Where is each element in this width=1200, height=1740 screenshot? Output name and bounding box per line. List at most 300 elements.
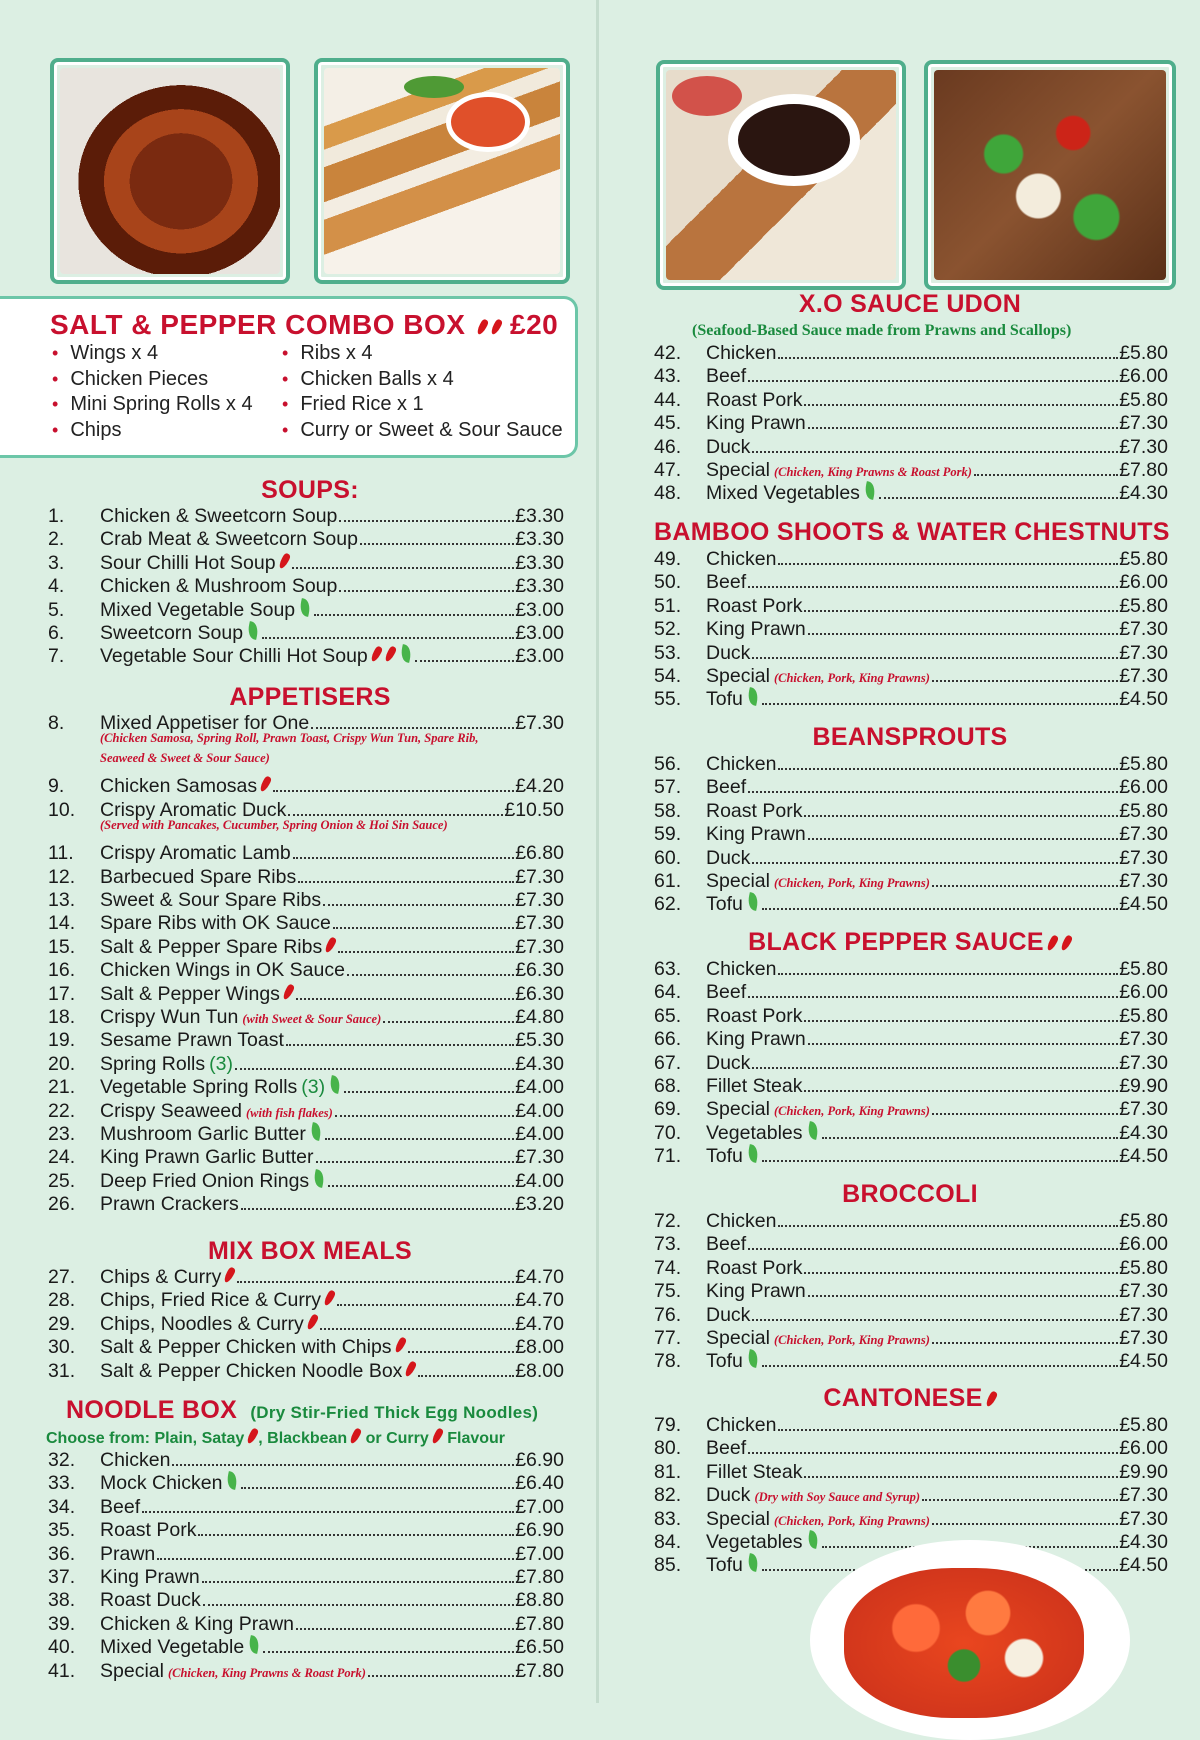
menu-item [654, 1122, 1168, 1145]
item-number: 48. [654, 482, 682, 505]
menu-item [48, 1146, 564, 1169]
menu-item [654, 1484, 1168, 1507]
dot-leader [778, 768, 1118, 770]
spare-ribs-photo [50, 58, 290, 284]
item-name: Tofu [706, 688, 743, 711]
item-price: £6.00 [1119, 365, 1168, 388]
combo-item-text: Ribs x 4 [300, 342, 373, 364]
item-number: 50. [654, 571, 682, 594]
dot-leader [752, 862, 1118, 864]
menu-item [654, 1327, 1168, 1350]
menu-item [654, 847, 1168, 870]
menu-item [48, 936, 564, 959]
menu-item [654, 365, 1168, 388]
item-price: £3.00 [515, 598, 564, 621]
item-price: £4.30 [515, 1052, 564, 1075]
menu-item [654, 893, 1168, 916]
item-name: Duck [706, 641, 751, 664]
item-name: Beef [706, 365, 747, 388]
dot-leader [263, 1651, 514, 1653]
item-number: 3. [48, 551, 65, 574]
item-price: £7.30 [1119, 1484, 1168, 1507]
heading-cantonese [640, 1384, 1180, 1413]
item-quantity: (3) [209, 1052, 233, 1075]
item-price: £5.80 [1119, 958, 1168, 980]
combo-list-right [282, 341, 562, 443]
item-number: 71. [654, 1145, 682, 1168]
vegetarian-leaf-icon [309, 1122, 322, 1141]
item-name: Special [706, 870, 770, 892]
item-price: £7.80 [515, 1566, 564, 1588]
black-pepper-stirfry-photo [924, 60, 1176, 290]
menu-item [48, 622, 564, 645]
dot-leader [762, 1160, 1118, 1162]
menu-item [48, 1289, 564, 1312]
item-description: (Chicken, King Prawns & Roast Pork) [773, 465, 972, 479]
item-number: 9. [48, 775, 65, 798]
item-name: Chicken [706, 753, 777, 775]
heading-bamboo: BAMBOO SHOOTS & WATER CHESTNUTS [654, 518, 1170, 546]
item-name: Fillet Steak [706, 1075, 803, 1097]
dot-leader [296, 1628, 514, 1630]
dot-leader [748, 1248, 1118, 1250]
heading-appetisers: APPETISERS [229, 683, 391, 711]
dot-leader [752, 451, 1118, 453]
item-price: £7.00 [515, 1495, 564, 1518]
item-number: 67. [654, 1051, 682, 1074]
vegetarian-leaf-icon [806, 1121, 819, 1140]
menu-item [48, 599, 564, 622]
item-name: Chicken [706, 958, 777, 980]
bullet-icon: • [282, 419, 289, 440]
menu-item [654, 1098, 1168, 1121]
item-number: 60. [654, 846, 682, 869]
dot-leader [752, 1067, 1118, 1069]
vegetarian-leaf-icon [746, 1554, 759, 1573]
item-price: £6.90 [515, 1449, 564, 1471]
dot-leader [142, 1511, 514, 1513]
item-note: (Chicken Samosa, Spring Roll, Prawn Toast, Crispy Wun Tun, Spare Rib, [100, 731, 479, 746]
vegetarian-leaf-icon [806, 1530, 819, 1549]
item-price: £7.30 [1119, 1280, 1168, 1303]
item-price: £6.00 [1119, 1233, 1168, 1256]
menu-item [48, 866, 564, 889]
menu-item [48, 1472, 564, 1495]
item-price: £9.90 [1119, 1075, 1168, 1097]
item-name: Sour Chilli Hot Soup [100, 551, 276, 574]
vegetarian-leaf-icon [298, 598, 311, 617]
heading-soups: SOUPS: [261, 476, 359, 504]
dot-leader [337, 1304, 514, 1306]
dot-leader [748, 1452, 1118, 1454]
menu-item [654, 1028, 1168, 1051]
menu-item [48, 1636, 564, 1659]
menu-item [654, 800, 1168, 823]
dot-leader [293, 857, 514, 859]
item-number: 8. [48, 712, 65, 734]
combo-item-text: Chips [70, 418, 122, 441]
menu-item [654, 1257, 1168, 1280]
item-price: £3.30 [515, 551, 564, 574]
item-name: Chicken & Sweetcorn Soup [100, 505, 338, 527]
item-number: 64. [654, 981, 682, 1004]
item-name: Tofu [706, 1350, 743, 1373]
item-name: Roast Pork [706, 1256, 803, 1279]
menu-item [48, 1496, 564, 1519]
dot-leader [748, 586, 1118, 588]
item-name: Roast Pork [706, 799, 803, 822]
menu-item [48, 1313, 564, 1336]
item-price: £5.80 [1119, 1414, 1168, 1436]
item-price: £7.30 [1119, 1051, 1168, 1074]
chili-icon [282, 983, 296, 1000]
item-number: 78. [654, 1350, 682, 1373]
item-note: Seaweed & Sweet & Sour Sauce) [100, 751, 270, 766]
dot-leader [804, 1272, 1118, 1274]
noodle-choose-line [46, 1428, 505, 1448]
item-price: £7.30 [1119, 1507, 1168, 1530]
dot-leader [778, 973, 1118, 975]
bullet-icon: • [52, 394, 59, 414]
menu-item [48, 959, 564, 982]
dot-leader [311, 727, 514, 729]
item-price: £7.30 [1119, 823, 1168, 846]
menu-item [654, 1075, 1168, 1098]
heading-beansprouts: BEANSPROUTS [812, 723, 1008, 751]
combo-item-text: Wings x 4 [70, 342, 159, 364]
item-price: £4.50 [1119, 688, 1168, 711]
item-name: Vegetable Spring Rolls [100, 1076, 298, 1099]
noodle-title: NOODLE BOX [66, 1396, 238, 1424]
dot-leader [333, 927, 514, 929]
menu-item [654, 776, 1168, 799]
menu-item [654, 753, 1168, 776]
menu-item [654, 1350, 1168, 1373]
item-number: 13. [48, 889, 76, 911]
chili-icon [1044, 928, 1072, 956]
dot-leader [241, 1208, 514, 1210]
item-number: 56. [654, 753, 682, 775]
dot-leader [198, 1534, 514, 1536]
dot-leader [202, 1581, 514, 1583]
menu-item [654, 1210, 1168, 1233]
dot-leader [241, 1487, 514, 1489]
item-number: 28. [48, 1289, 76, 1312]
item-number: 29. [48, 1312, 76, 1335]
item-number: 49. [654, 548, 682, 570]
combo-title [50, 309, 570, 341]
menu-item [48, 912, 564, 935]
item-number: 76. [654, 1303, 682, 1326]
item-number: 70. [654, 1121, 682, 1144]
item-name: King Prawn [100, 1566, 200, 1588]
item-name: Vegetable Sour Chilli Hot Soup [100, 645, 368, 668]
item-description: (Chicken, Pork, King Prawns) [773, 671, 930, 685]
item-name: Duck [706, 846, 751, 869]
item-price: £6.30 [515, 982, 564, 1005]
item-number: 34. [48, 1495, 76, 1518]
item-number: 75. [654, 1280, 682, 1303]
item-number: 73. [654, 1233, 682, 1256]
menu-item [48, 842, 564, 865]
item-description: (with Sweet & Sour Sauce) [242, 1012, 382, 1026]
menu-item [48, 1566, 564, 1589]
item-price: £7.30 [515, 1146, 564, 1169]
menu-item [654, 618, 1168, 641]
item-price: £3.20 [515, 1193, 564, 1216]
item-name: Prawn [100, 1542, 156, 1565]
dot-leader [778, 1225, 1118, 1227]
menu-item [654, 1414, 1168, 1437]
item-number: 84. [654, 1531, 682, 1553]
item-price: £3.30 [515, 505, 564, 527]
menu-item [654, 1280, 1168, 1303]
menu-item [48, 1660, 564, 1683]
menu-item [48, 1519, 564, 1542]
combo-title-text: SALT & PEPPER COMBO BOX [50, 309, 466, 340]
item-name: Special [706, 459, 770, 481]
menu-item [654, 389, 1168, 412]
dot-leader [383, 1021, 514, 1023]
item-price: £7.30 [1119, 870, 1168, 892]
vegetarian-leaf-icon [746, 1350, 759, 1369]
item-number: 32. [48, 1449, 76, 1471]
menu-item [48, 1123, 564, 1146]
bullet-icon: • [52, 419, 59, 440]
item-price: £3.00 [515, 622, 564, 644]
vegetarian-leaf-icon [399, 645, 412, 664]
item-name: Spring Rolls [100, 1052, 206, 1075]
dot-leader [237, 1281, 514, 1283]
dot-leader [748, 996, 1118, 998]
dot-leader [808, 838, 1118, 840]
item-number: 14. [48, 912, 76, 935]
item-name: Chips, Noodles & Curry [100, 1312, 304, 1335]
chili-icon [474, 309, 502, 340]
item-number: 41. [48, 1659, 76, 1682]
dot-leader [932, 1342, 1118, 1344]
item-number: 37. [48, 1566, 76, 1588]
item-price: £4.00 [515, 1076, 564, 1099]
item-name: Mixed Appetiser for One [100, 712, 310, 734]
item-price: £5.80 [1119, 1256, 1168, 1279]
item-name: King Prawn [706, 618, 806, 641]
item-price: £7.30 [515, 935, 564, 958]
menu-item [48, 1449, 564, 1472]
menu-item [654, 870, 1168, 893]
menu-item [48, 552, 564, 575]
heading-noodle-box [66, 1396, 538, 1425]
dot-leader [808, 427, 1118, 429]
dot-leader [292, 567, 515, 569]
item-price: £7.80 [515, 1612, 564, 1635]
heading-xo-sauce: X.O SAUCE UDON [798, 290, 1022, 318]
dot-leader [762, 908, 1118, 910]
crispy-duck-photo [656, 60, 906, 290]
item-price: £4.20 [515, 775, 564, 798]
item-number: 10. [48, 798, 76, 821]
item-number: 46. [654, 435, 682, 458]
dot-leader [316, 1161, 515, 1163]
dot-leader [922, 1499, 1118, 1501]
item-price: £5.80 [1119, 548, 1168, 570]
combo-item-text: Chicken Balls x 4 [300, 367, 454, 390]
item-name: Spare Ribs with OK Sauce [100, 912, 331, 935]
choose-text-4: Flavour [442, 1430, 506, 1447]
item-price: £3.30 [515, 528, 564, 551]
item-number: 68. [654, 1075, 682, 1097]
item-name: Chicken [706, 342, 777, 364]
item-number: 59. [654, 823, 682, 846]
item-name: King Prawn [706, 1280, 806, 1303]
item-number: 42. [654, 342, 682, 364]
vegetarian-leaf-icon [746, 688, 759, 707]
item-name: Chicken [706, 1210, 777, 1232]
item-description: (Dry with Soy Sauce and Syrup) [754, 1490, 921, 1505]
xo-note: (Seafood-Based Sauce made from Prawns and Scallops) [692, 322, 1072, 339]
item-number: 62. [654, 893, 682, 916]
menu-item [48, 983, 564, 1006]
item-name: Special [706, 665, 770, 687]
item-name: Beef [100, 1495, 141, 1518]
menu-item [48, 1170, 564, 1193]
item-name: Roast Pork [706, 388, 803, 411]
dot-leader [296, 998, 514, 1000]
item-price: £6.90 [515, 1519, 564, 1542]
item-number: 38. [48, 1589, 76, 1612]
spring-rolls-photo [314, 58, 570, 284]
item-number: 6. [48, 622, 65, 644]
menu-item [654, 665, 1168, 688]
item-number: 23. [48, 1123, 76, 1145]
item-price: £4.00 [515, 1099, 564, 1122]
bullet-icon: • [52, 368, 59, 389]
chili-icon [369, 646, 383, 663]
dot-leader [804, 815, 1118, 817]
item-number: 81. [654, 1460, 682, 1483]
menu-item [654, 342, 1168, 365]
combo-box [0, 296, 578, 458]
item-number: 44. [654, 388, 682, 411]
item-description: (Chicken, Pork, King Prawns) [773, 876, 930, 890]
dot-leader [360, 543, 514, 545]
item-number: 12. [48, 865, 76, 888]
item-name: Salt & Pepper Chicken with Chips [100, 1336, 392, 1359]
item-number: 31. [48, 1359, 76, 1382]
dot-leader [932, 885, 1118, 887]
menu-item [48, 528, 564, 551]
item-name: Chicken [706, 1414, 777, 1436]
menu-item [48, 1029, 564, 1052]
dot-leader [325, 1138, 514, 1140]
dot-leader [879, 497, 1118, 499]
combo-item [282, 418, 562, 444]
item-price: £4.00 [515, 1123, 564, 1145]
item-name: Chicken Wings in OK Sauce [100, 959, 345, 982]
item-quantity: (3) [301, 1076, 326, 1099]
vegetarian-leaf-icon [328, 1075, 341, 1094]
item-number: 77. [654, 1327, 682, 1349]
dot-leader [203, 1604, 514, 1606]
vegetarian-leaf-icon [746, 893, 759, 912]
menu-item [654, 1304, 1168, 1327]
item-name: Chicken & King Prawn [100, 1612, 295, 1635]
item-price: £5.80 [1119, 1004, 1168, 1027]
item-price: £10.50 [504, 798, 564, 821]
dot-leader [298, 881, 514, 883]
dot-leader [822, 1137, 1119, 1139]
item-price: £5.80 [1119, 388, 1168, 411]
item-name: Chips, Fried Rice & Curry [100, 1289, 322, 1312]
item-number: 69. [654, 1098, 682, 1121]
item-price: £3.00 [515, 645, 564, 668]
dot-leader [804, 610, 1118, 612]
item-number: 2. [48, 528, 65, 551]
dot-leader [804, 1020, 1118, 1022]
menu-item [654, 981, 1168, 1004]
dot-leader [762, 1365, 1118, 1367]
item-name: Chips & Curry [100, 1266, 222, 1288]
vegetarian-leaf-icon [313, 1169, 326, 1188]
item-name: Fillet Steak [706, 1460, 803, 1483]
item-price: £7.30 [1119, 1098, 1168, 1121]
item-price: £5.80 [1119, 1210, 1168, 1232]
item-price: £6.80 [515, 842, 564, 865]
item-price: £7.30 [515, 865, 564, 888]
item-number: 35. [48, 1519, 76, 1542]
dot-leader [932, 680, 1118, 682]
menu-item [654, 571, 1168, 594]
item-name: Duck [706, 1303, 751, 1326]
item-name: Mock Chicken [100, 1472, 223, 1495]
item-note: (Served with Pancakes, Cucumber, Spring Onion & Hoi Sin Sauce) [100, 818, 448, 833]
item-name: Tofu [706, 1145, 743, 1168]
item-name: Salt & Pepper Wings [100, 982, 280, 1005]
menu-item [48, 1336, 564, 1359]
item-number: 36. [48, 1542, 76, 1565]
item-name: Salt & Pepper Spare Ribs [100, 935, 323, 958]
dot-leader [323, 904, 514, 906]
item-name: Special [706, 1507, 770, 1530]
item-name: Crispy Seaweed [100, 1099, 242, 1122]
heading-black-pepper [640, 928, 1180, 957]
chili-icon [393, 1336, 407, 1353]
item-number: 7. [48, 645, 65, 668]
dot-leader [778, 357, 1118, 359]
item-number: 54. [654, 665, 682, 687]
menu-item [48, 1360, 564, 1383]
item-name: Special [706, 1327, 770, 1349]
cantonese-title: CANTONESE [823, 1384, 983, 1412]
item-name: Prawn Crackers [100, 1193, 239, 1216]
dot-leader [974, 474, 1118, 476]
item-number: 82. [654, 1484, 682, 1507]
item-price: £3.30 [515, 575, 564, 598]
item-name: Duck [706, 1051, 751, 1074]
item-name: King Prawn Garlic Butter [100, 1146, 314, 1169]
combo-item-text: Chicken Pieces [70, 367, 209, 390]
item-price: £4.30 [1119, 1121, 1168, 1144]
item-price: £4.50 [1119, 1145, 1168, 1168]
item-name: Roast Duck [100, 1589, 201, 1612]
menu-item [654, 412, 1168, 435]
menu-item [654, 642, 1168, 665]
item-price: £7.30 [1119, 412, 1168, 435]
menu-item [48, 575, 564, 598]
item-price: £4.50 [1119, 1554, 1168, 1577]
sweet-sour-dish-photo [810, 1540, 1130, 1740]
bullet-icon: • [282, 368, 289, 389]
